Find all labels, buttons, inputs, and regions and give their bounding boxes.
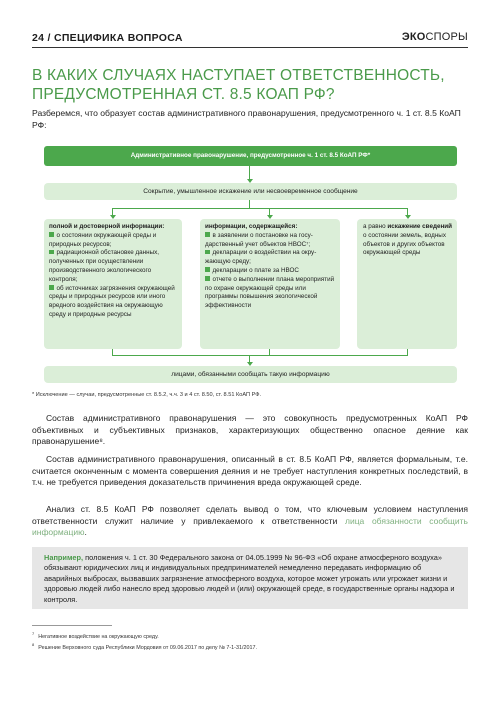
column-bold-text: искажение сведений: [387, 223, 453, 230]
column-item: радиационной обстановке данных, полученных при осуществлении производственного экологического контроля;: [49, 249, 160, 283]
column-text: о состоянии земель, водных объектов и других объектов окружающей среды: [363, 231, 446, 257]
column-heading: полной и достоверной информации:: [49, 223, 165, 230]
diagram-footnote: * Исключение — случаи, предусмотренные ст. 8.5.2, ч.ч. 3 и 4 ст. 8.50, ст. 8.51 КоАП РФ.: [32, 392, 262, 398]
header-rule: [32, 47, 468, 48]
diagram-bottom-box: лицами, обязанными сообщать такую информацию: [44, 366, 457, 383]
column-item: об источниках загрязнения окружающей среды и природных ресурсов или иного вредного воздействия на окружающую среду и природные ресурсы: [49, 284, 175, 318]
footnote-mark: 7: [32, 631, 35, 636]
example-text: положения ч. 1 ст. 30 Федерального закона от 04.05.1999 № 96-ФЗ «Об охране атмосферного воздуха» обязывают юридических лиц и индивидуальных предпринимателей немедленно передавать информацию об аварийных выбросах, вызвавших загрязнение атмосферного воздуха, которое может угрожать или угрожает жизни и здоровью людей либо нанесло вред здоровью людей и (или) окружающей среде, в государственные органы надзора и контроля.: [44, 553, 455, 604]
page-number: 24: [32, 32, 45, 44]
page-title: В КАКИХ СЛУЧАЯХ НАСТУПАЕТ ОТВЕТСТВЕННОСТЬ, ПРЕДУСМОТРЕННАЯ СТ. 8.5 КОАП РФ?: [32, 67, 445, 103]
footnote-rule: [32, 625, 112, 626]
brand-light: СПОРЫ: [425, 31, 468, 43]
bullet-square-icon: [49, 232, 54, 237]
footnote-7: [32, 631, 159, 640]
brand-logo: [402, 31, 468, 43]
footnote-text: Негативное воздействие на окружающую среду.: [38, 633, 159, 640]
diagram-column-complete-info: [44, 219, 182, 349]
column-item: о состоянии окружающей среды и природных ресурсов;: [49, 231, 157, 248]
footnote-text: Решение Верховного суда Республики Мордовия от 09.06.2017 по делу № 7-1-31/2017.: [38, 644, 257, 651]
bullet-square-icon: [205, 276, 210, 281]
paragraph-text: Анализ ст. 8.5 КоАП РФ позволяет сделать вывод о том, что ключевым условием наступления ответственности служит наличие у привлекаемого к ответственности: [32, 504, 468, 526]
bullet-square-icon: [49, 285, 54, 290]
highlighted-text: лица обязанности сообщить информацию: [32, 515, 468, 538]
diagram-column-contained-info: [200, 219, 340, 349]
diagram-column-distortion: [357, 219, 457, 349]
footnote-mark: 8: [32, 642, 35, 647]
diagram-top-box: Административное правонарушение, предусмотренное ч. 1 ст. 8.5 КоАП РФ*: [44, 146, 457, 166]
example-box: [32, 547, 468, 609]
footnote-8: [32, 642, 257, 651]
connector-line: [112, 208, 408, 209]
column-item: декларации о плате за НВОС: [212, 266, 299, 274]
column-heading: информации, содержащейся:: [205, 223, 298, 230]
intro-text: Разберемся, что образует состав административного правонарушения, предусмотренного ч. 1 ст. 8.5 КоАП РФ:: [32, 108, 461, 130]
bullet-square-icon: [205, 267, 210, 272]
paragraph-formal-composition: Состав административного правонарушения, описанный в ст. 8.5 КоАП РФ, является формальным, т.е. считается оконченным с момента совершения деяния и не требует наступления конкретных последствий, в т.ч. не требуется приведения доказательств причинения вреда окружающей среде.: [32, 454, 468, 488]
brand-bold: ЭКО: [401, 31, 426, 43]
header-separator: /: [47, 32, 51, 44]
connector-line: [249, 166, 250, 179]
running-header: [32, 32, 183, 44]
column-item: отчете о выполнении плана мероприятий по охране окружающей среды или программы повышения экологической эффективности: [205, 275, 335, 310]
column-item: декларации о воздействии на окружающую среду;: [205, 249, 317, 266]
column-item: в заявлении о постановке на государственный учет объектов НВОС⁷;: [205, 231, 313, 248]
diagram-middle-box: Сокрытие, умышленное искажение или несвоевременное сообщение: [44, 183, 457, 200]
paragraph-definition: Состав административного правонарушения — это совокупность предусмотренных КоАП РФ объективных и субъективных признаков, характеризующих общественно опасное деяние как правонарушение⁸.: [32, 413, 468, 447]
bullet-square-icon: [205, 250, 210, 255]
section-name: СПЕЦИФИКА ВОПРОСА: [53, 32, 183, 44]
column-prefix: а равно: [363, 223, 388, 230]
paragraph-end: .: [84, 527, 87, 538]
connector-line: [112, 355, 408, 356]
bullet-square-icon: [205, 232, 210, 237]
example-lead: Например,: [44, 553, 84, 562]
bullet-square-icon: [49, 250, 54, 255]
paragraph-conclusion: [32, 504, 468, 539]
